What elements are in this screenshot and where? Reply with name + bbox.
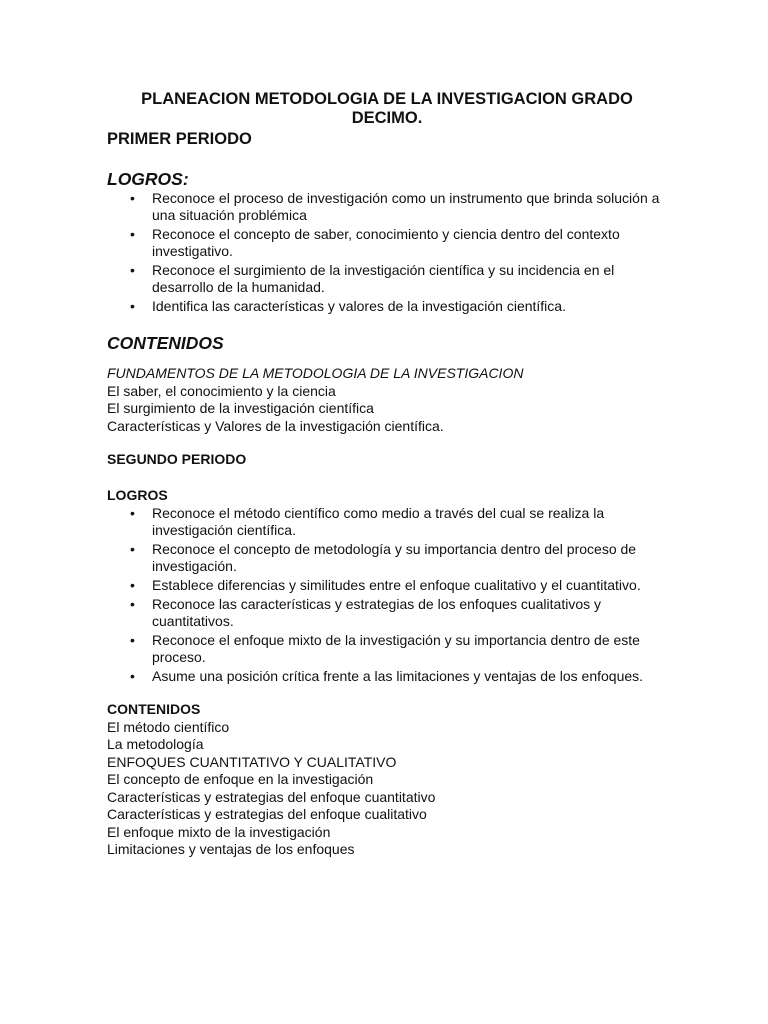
primer-contenidos-heading: CONTENIDOS	[107, 333, 224, 353]
list-item: • Asume una posición crítica frente a las limitaciones y ventajas de los enfoques.	[130, 668, 644, 684]
document-page	[107, 90, 667, 859]
primer-periodo-heading: PRIMER PERIODO	[107, 130, 252, 148]
bullet-icon: •	[130, 226, 135, 242]
primer-logros-list	[107, 190, 667, 315]
contenido-line: ENFOQUES CUANTITATIVO Y CUALITATIVO	[107, 753, 397, 770]
document-title: PLANEACION METODOLOGIA DE LA INVESTIGACION GRADO DECIMO.	[141, 90, 633, 127]
contenido-line: La metodología	[107, 736, 204, 752]
bullet-icon: •	[130, 541, 135, 557]
contenido-line: Características y Valores de la investigación científica.	[107, 417, 444, 434]
contenido-line: El enfoque mixto de la investigación	[107, 823, 331, 840]
bullet-icon: •	[130, 190, 135, 206]
contenido-line: El saber, el conocimiento y la ciencia	[107, 382, 336, 399]
list-item: • Reconoce el proceso de investigación como un instrumento que brinda solución a una situación problémica	[130, 190, 660, 223]
bullet-icon: •	[130, 577, 135, 593]
contenidos-subheading: FUNDAMENTOS DE LA METODOLOGIA DE LA INVESTIGACION	[107, 365, 524, 381]
segundo-contenidos-heading: CONTENIDOS	[107, 701, 201, 717]
list-item: • Reconoce el concepto de metodología y su importancia dentro del proceso de investigación.	[130, 541, 637, 574]
contenido-line: Características y estrategias del enfoque cualitativo	[107, 806, 427, 822]
bullet-icon: •	[130, 596, 135, 612]
bullet-icon: •	[130, 262, 135, 278]
bullet-icon: •	[130, 668, 135, 684]
list-item: • Reconoce el método científico como medio a través del cual se realiza la investigación científica.	[130, 505, 605, 538]
list-item: • Reconoce las características y estrategias de los enfoques cualitativos y cuantitativos.	[130, 596, 602, 629]
list-item: • Reconoce el surgimiento de la investigación científica y su incidencia en el desarrollo de la humanidad.	[130, 262, 615, 295]
list-item: • Reconoce el concepto de saber, conocimiento y ciencia dentro del contexto investigativo.	[130, 226, 620, 259]
contenido-line: El método científico	[107, 718, 230, 735]
bullet-icon: •	[130, 505, 135, 521]
bullet-icon: •	[130, 632, 135, 648]
primer-contenidos-block	[107, 365, 667, 435]
bullet-icon: •	[130, 298, 135, 314]
list-item: • Establece diferencias y similitudes entre el enfoque cualitativo y el cuantitativo.	[130, 577, 641, 593]
contenido-line: Limitaciones y ventajas de los enfoques	[107, 841, 355, 857]
segundo-logros-heading: LOGROS	[107, 486, 168, 503]
contenido-line: El surgimiento de la investigación científica	[107, 400, 374, 416]
segundo-logros-list	[107, 505, 667, 685]
list-item: • Reconoce el enfoque mixto de la investigación y su importancia dentro de este proceso.	[130, 632, 640, 665]
list-item: • Identifica las características y valores de la investigación científica.	[130, 298, 566, 314]
contenido-line: El concepto de enfoque en la investigación	[107, 771, 374, 787]
primer-logros-heading: LOGROS:	[107, 169, 189, 189]
segundo-periodo-heading: SEGUNDO PERIODO	[107, 451, 247, 467]
contenido-line: Características y estrategias del enfoque cuantitativo	[107, 788, 436, 805]
